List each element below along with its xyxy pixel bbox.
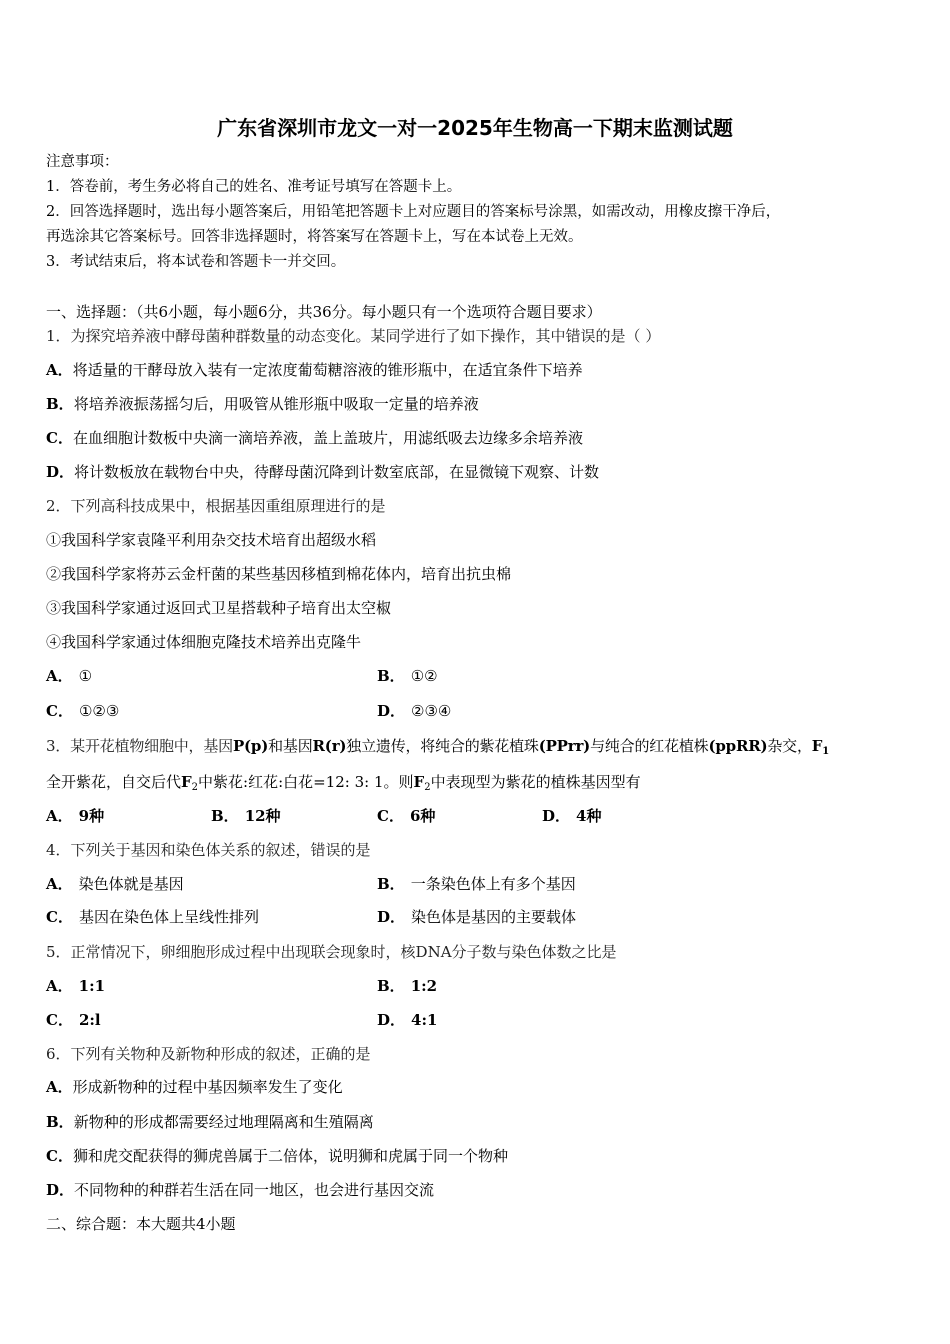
genotype: (PPrr) (538, 737, 591, 755)
option-text: 染色体就是基因 (78, 875, 184, 893)
option-text: 4:1 (411, 1011, 438, 1029)
question-5-option-c (46, 1010, 101, 1030)
notice-heading: 注意事项： (46, 154, 119, 170)
question-6-option-c (46, 1146, 508, 1166)
stem-text: 中表现型为紫花的植株基因型有 (430, 773, 641, 791)
question-2-item: ④我国科学家通过体细胞克隆技术培养出克隆牛 (46, 633, 362, 651)
question-6-option-b (46, 1112, 374, 1132)
notice-item: 再选涂其它答案标号。回答非选择题时，将答案写在答题卡上，写在本试卷上无效。 (46, 229, 583, 245)
stem-text: 3．某开花植物细胞中，基因 (46, 737, 233, 755)
question-3-option-a (46, 806, 104, 826)
option-label: A． (46, 667, 73, 685)
option-label: C． (377, 807, 404, 825)
option-text: 新物种的形成都需要经过地理隔离和生殖隔离 (73, 1113, 374, 1131)
question-2-item: ①我国科学家袁隆平利用杂交技术培育出超级水稻 (46, 531, 377, 549)
option-label: C． (46, 1011, 73, 1029)
option-label: B． (377, 667, 405, 685)
question-5-option-b (377, 976, 437, 996)
question-4-stem: 4．下列关于基因和染色体关系的叙述，错误的是 (46, 841, 371, 859)
option-text: 9种 (78, 807, 105, 825)
stem-text: 独立遗传，将纯合的紫花植珠 (346, 737, 539, 755)
section-heading-choice: 一、选择题：（共6小题，每小题6分，共36分。每小题只有一个选项符合题目要求） (46, 303, 602, 321)
question-1-option-d (46, 462, 599, 482)
question-4-option-c (46, 907, 259, 927)
option-label: A． (46, 875, 73, 893)
option-label: B． (377, 977, 405, 995)
stem-text: 杂交， (767, 737, 812, 755)
option-text: ①② (410, 667, 438, 685)
question-2-stem: 2．下列高科技成果中，根据基因重组原理进行的是 (46, 497, 386, 515)
option-text: ① (78, 667, 93, 685)
stem-text: 全开紫花，自交后代 (46, 773, 182, 791)
option-text: 染色体是基因的主要载体 (411, 908, 577, 926)
genotype: (ppRR) (708, 737, 768, 755)
question-3-option-b (211, 806, 281, 826)
option-label: D． (377, 1011, 406, 1029)
page-title: 广东省深圳市龙文一对一2025年生物高一下期末监测试题 (217, 116, 733, 140)
question-2-item: ③我国科学家通过返回式卫星搭载种子培育出太空椒 (46, 599, 392, 617)
option-label: C． (46, 702, 73, 720)
option-label: D． (377, 908, 406, 926)
notice-item: 2．回答选择题时，选出每小题答案后，用铅笔把答题卡上对应题目的答案标号涂黑，如需改动，用橡皮擦干净后， (46, 204, 781, 220)
option-label: D． (46, 463, 75, 481)
question-4-option-b (377, 874, 576, 894)
question-4-option-a (46, 874, 184, 894)
notice-item: 3．考试结束后，将本试卷和答题卡一并交回。 (46, 254, 346, 270)
option-text: 1:2 (410, 977, 438, 995)
question-6-option-d (46, 1180, 434, 1200)
option-text: 6种 (409, 807, 436, 825)
option-label: A． (46, 361, 73, 379)
question-5-stem: 5．正常情况下，卵细胞形成过程中出现联会现象时，核DNA分子数与染色体数之比是 (46, 943, 617, 961)
gene-symbol: P(p) (232, 737, 269, 755)
section-heading-comprehensive: 二、综合题：本大题共4小题 (46, 1215, 236, 1233)
option-text: 不同物种的种群若生活在同一地区，也会进行基因交流 (74, 1181, 435, 1199)
question-5-option-a (46, 976, 105, 996)
option-label: C． (46, 429, 73, 447)
question-1-option-a (46, 360, 583, 380)
option-text: 2:l (78, 1011, 101, 1029)
option-label: B． (211, 807, 239, 825)
option-text: 12种 (244, 807, 281, 825)
option-text: 将计数板放在载物台中央，待酵母菌沉降到计数室底部，在显微镜下观察、计数 (74, 463, 600, 481)
question-3-stem-line-2 (46, 772, 641, 798)
option-text: 形成新物种的过程中基因频率发生了变化 (72, 1078, 343, 1096)
option-text: ①②③ (78, 702, 120, 720)
question-1-option-b (46, 394, 479, 414)
option-label: A． (46, 1078, 73, 1096)
subscript: 2 (424, 782, 431, 793)
option-label: A． (46, 977, 73, 995)
option-text: 将培养液振荡摇匀后，用吸管从锥形瓶中吸取一定量的培养液 (73, 395, 479, 413)
option-text: 狮和虎交配获得的狮虎兽属于二倍体，说明狮和虎属于同一个物种 (72, 1147, 508, 1165)
option-text: 在血细胞计数板中央滴一滴培养液，盖上盖玻片，用滤纸吸去边缘多余培养液 (72, 429, 583, 447)
option-text: ②③④ (411, 702, 452, 720)
question-2-option-b (377, 666, 438, 686)
notice-item: 1．答卷前，考生务必将自己的姓名、准考证号填写在答题卡上。 (46, 179, 462, 195)
question-2-item: ②我国科学家将苏云金杆菌的某些基因移植到棉花体内，培育出抗虫棉 (46, 565, 512, 583)
option-text: 4种 (576, 807, 602, 825)
question-6-stem: 6．下列有关物种及新物种形成的叙述，正确的是 (46, 1045, 371, 1063)
option-text: 基因在染色体上呈线性排列 (78, 908, 259, 926)
question-1-stem: 1．为探究培养液中酵母菌种群数量的动态变化。某同学进行了如下操作，其中错误的是（ ） (46, 327, 661, 345)
question-6-option-a (46, 1077, 343, 1097)
option-text: 将适量的干酵母放入装有一定浓度葡萄糖溶液的锥形瓶中，在适宜条件下培养 (72, 361, 583, 379)
option-label: C． (46, 1147, 73, 1165)
question-1-option-c (46, 428, 583, 448)
generation-symbol: F (413, 773, 425, 791)
option-label: B． (46, 395, 74, 413)
question-3-stem (46, 736, 829, 762)
option-text: 1:1 (78, 977, 106, 995)
generation-symbol: F (181, 773, 192, 791)
question-5-option-d (377, 1010, 437, 1030)
option-label: A． (46, 807, 73, 825)
subscript: 2 (191, 782, 199, 793)
generation-symbol: F (811, 737, 823, 755)
stem-text: 中紫花:红花:白花=12: 3: 1。则 (198, 773, 414, 791)
stem-text: 与纯合的红花植株 (590, 737, 709, 755)
option-label: D． (542, 807, 571, 825)
question-2-option-a (46, 666, 92, 686)
question-3-option-c (377, 806, 435, 826)
question-4-option-d (377, 907, 576, 927)
subscript: 1 (822, 746, 829, 757)
option-text: 一条染色体上有多个基因 (410, 875, 576, 893)
option-label: C． (46, 908, 73, 926)
stem-text: 和基因 (268, 737, 313, 755)
option-label: D． (377, 702, 406, 720)
option-label: B． (377, 875, 405, 893)
question-2-option-d (377, 701, 451, 721)
question-3-option-d (542, 806, 601, 826)
option-label: B． (46, 1113, 74, 1131)
gene-symbol: R(r) (312, 737, 347, 755)
question-2-option-c (46, 701, 119, 721)
option-label: D． (46, 1181, 75, 1199)
